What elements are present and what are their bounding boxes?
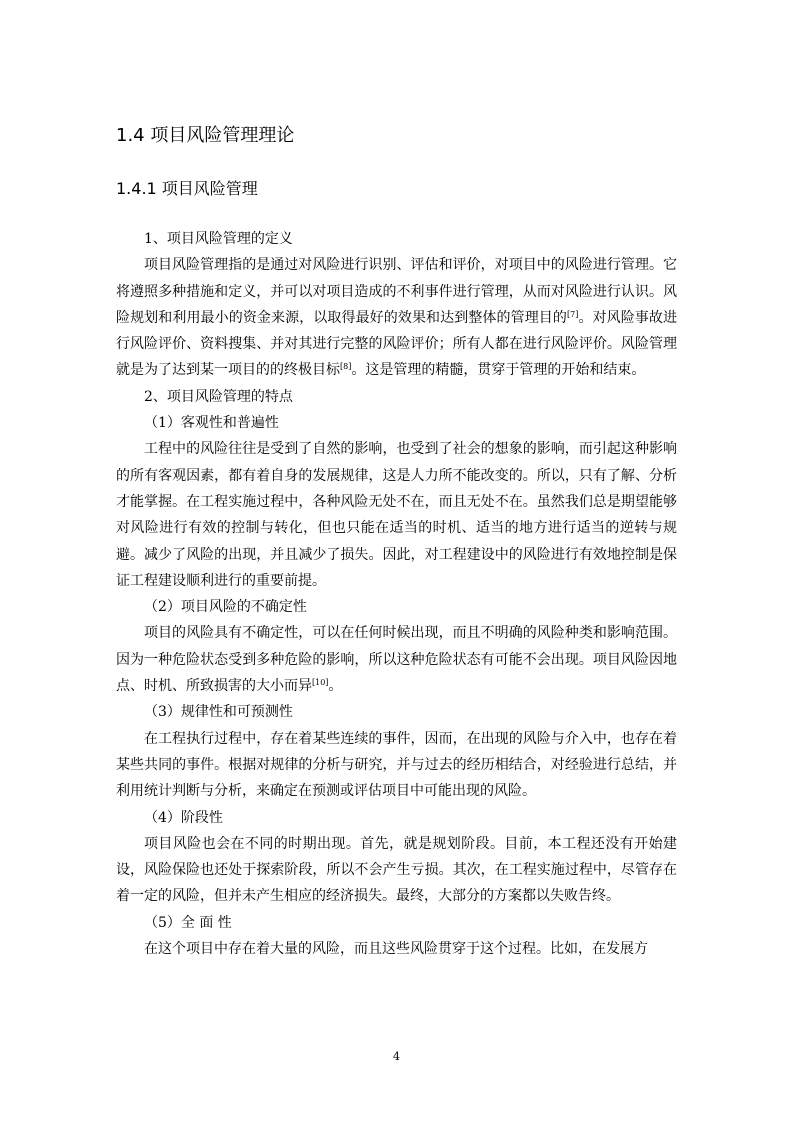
definition-paragraph	[116, 252, 677, 383]
citation-8: [8]	[340, 362, 352, 372]
definition-label: 1、项目风险管理的定义	[144, 231, 293, 247]
feature-2-text-2: 。	[328, 678, 343, 695]
citation-7: [7]	[567, 309, 579, 319]
page-number: 4	[393, 1050, 400, 1063]
body-text	[116, 226, 677, 962]
feature-4-paragraph: 项目风险也会在不同的时期出现。首先，就是规划阶段。目前，本工程还没有开始建设，风险保险也还处于探索阶段，所以不会产生亏损。其次，在工程实施过程中，尽管存在着一定的风险，但并未产生相应的经济损失。最终，大部分的方案都以失败告终。	[116, 835, 677, 905]
section-heading: 1.4 项目风险管理理论	[116, 125, 295, 146]
subsection-heading: 1.4.1 项目风险管理	[116, 179, 258, 198]
feature-1-paragraph: 工程中的风险往往是受到了自然的影响，也受到了社会的想象的影响，而引起这种影响的所有客观因素，都有着自身的发展规律，这是人力所不能改变的。所以，只有了解、分析才能掌握。在工程实施过程中，各种风险无处不在，而且无处不在。虽然我们总是期望能够对风险进行有效的控制与转化，但也只能在适当的时机、适当的地方进行适当的逆转与规避。减少了风险的出现，并且减少了损失。因此，对工程建设中的风险进行有效地控制是保证工程建设顺利进行的重要前提。	[116, 441, 677, 589]
features-label: 2、项目风险管理的特点	[144, 388, 293, 405]
feature-5-paragraph: 在这个项目中存在着大量的风险，而且这些风险贯穿于这个过程。比如，在发展方	[144, 941, 648, 958]
feature-3-paragraph: 在工程执行过程中，存在着某些连续的事件，因而，在出现的风险与介入中，也存在着某些共同的事件。根据对规律的分析与研究，并与过去的经历相结合，对经验进行总结，并利用统计判断与分析，来确定在预测或评估项目中可能出现的风险。	[116, 730, 677, 800]
feature-2-text-1: 项目的风险具有不确定性，可以在任何时候出现，而且不明确的风险种类和影响范围。因为一种危险状态受到多种危险的影响，所以这种危险状态有可能不会出现。项目风险因地点、时机、所致损害的大小而异	[116, 625, 677, 695]
feature-5-label: （5）全 面 性	[144, 914, 232, 931]
feature-4-label: （4）阶段性	[144, 809, 223, 826]
definition-text-3: 。这是管理的精髓，贯穿于管理的开始和结束。	[351, 362, 646, 379]
definition-text-1: 项目风险管理指的是通过对风险进行识别、评估和评价，对项目中的风险进行管理。它将遵照多种措施和定义，并可以对项目造成的不利事件进行管理，从而对风险进行认识。风险规划和利用最小的资金来源，以取得最好的效果和达到整体的管理目的	[116, 257, 677, 326]
feature-2-label: （2）项目风险的不确定性	[144, 599, 307, 616]
definition-text-2: 。对风险事故进行风险评价、资料搜集、并对其进行完整的风险评价；所有人都在进行风险评价。风险管理就是为了达到某一项目的的终极目标	[116, 309, 677, 379]
feature-2-paragraph	[116, 620, 677, 699]
feature-3-label: （3）规律性和可预测性	[144, 704, 293, 721]
citation-10: [10]	[312, 678, 329, 688]
feature-1-label: （1）客观性和普遍性	[144, 415, 279, 432]
